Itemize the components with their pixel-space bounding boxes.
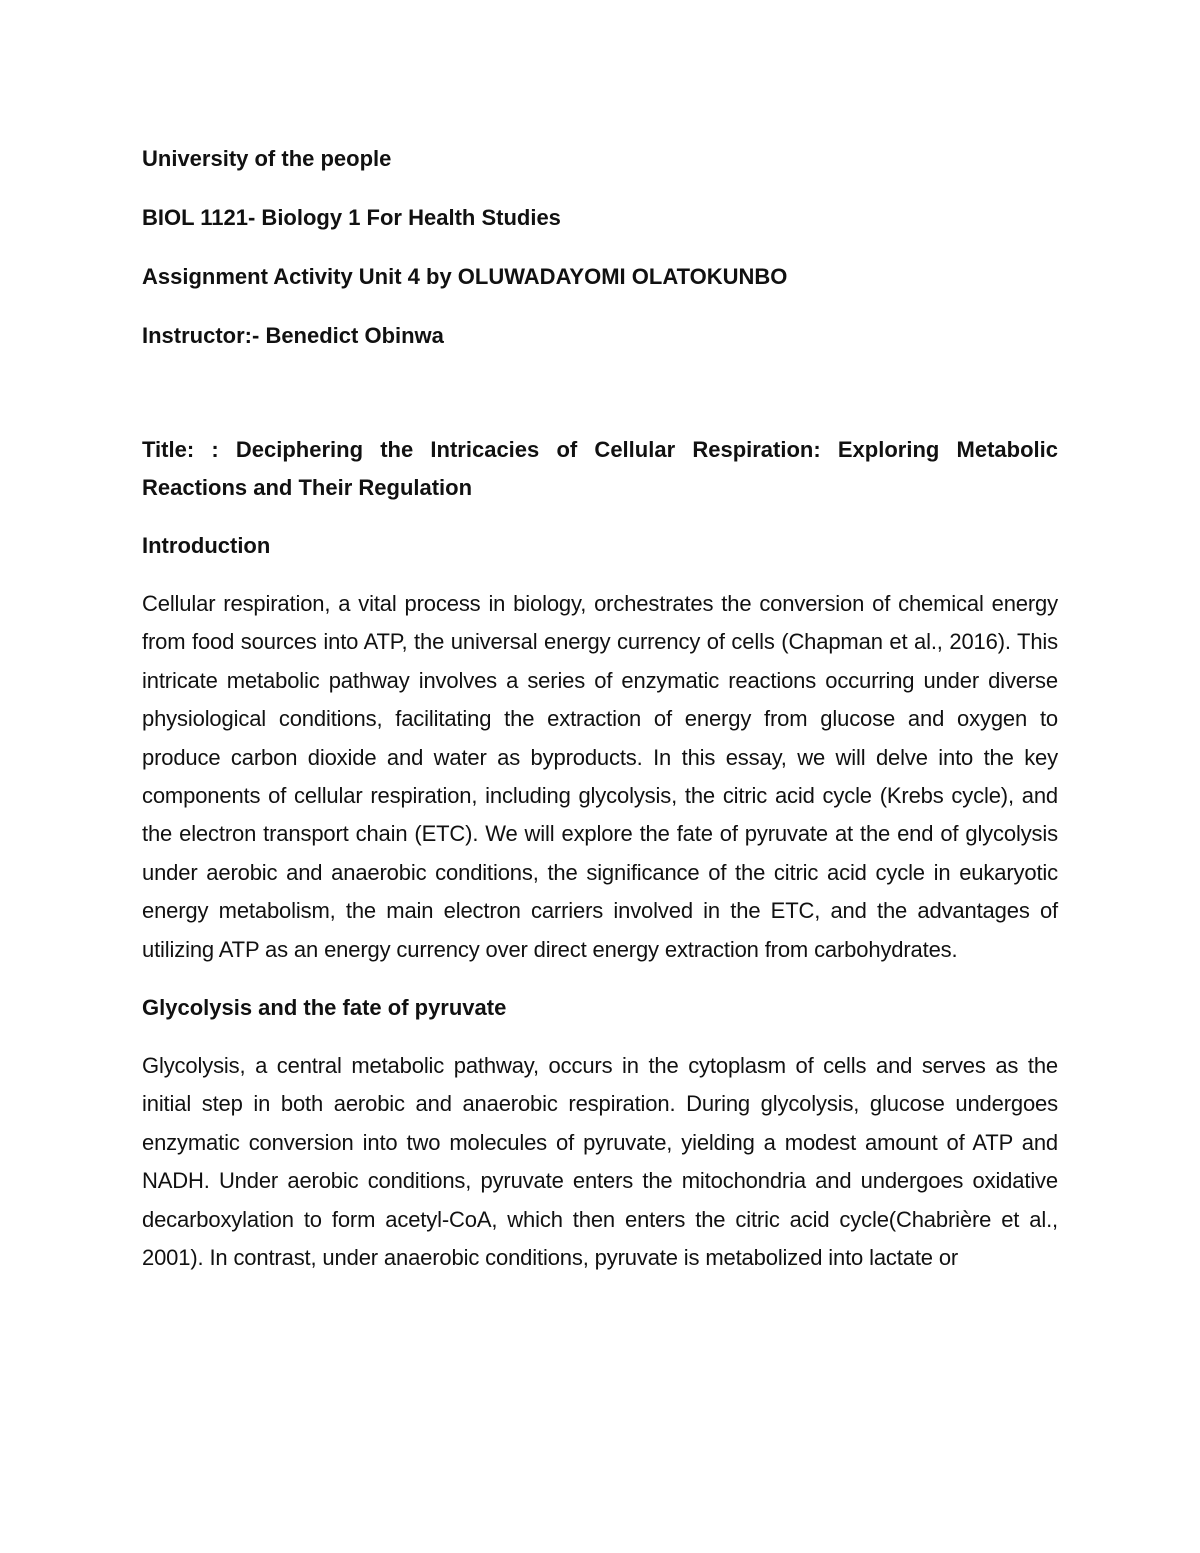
assignment-line: Assignment Activity Unit 4 by OLUWADAYOMI OLATOKUNBO <box>142 264 788 289</box>
introduction-paragraph: Cellular respiration, a vital process in biology, orchestrates the conversion of chemical energy from food sources into ATP, the universal energy currency of cells (Chapman et al., 2016). This intricate metabolic pathway involves a series of enzymatic reactions occurring under diverse physiological conditions, facilitating the extraction of energy from glucose and oxygen to produce carbon dioxide and water as byproducts. In this essay, we will delve into the key components of cellular respiration, including glycolysis, the citric acid cycle (Krebs cycle), and the electron transport chain (ETC). We will explore the fate of pyruvate at the end of glycolysis under aerobic and anaerobic conditions, the significance of the citric acid cycle in eukaryotic energy metabolism, the main electron carriers involved in the ETC, and the advantages of utilizing ATP as an energy currency over direct energy extraction from carbohydrates. <box>142 591 1058 962</box>
essay-title: Title: : Deciphering the Intricacies of Cellular Respiration: Exploring Metabolic Reactions and Their Regulation <box>142 437 1058 500</box>
document-page <box>142 140 1058 1298</box>
course-title: BIOL 1121- Biology 1 For Health Studies <box>142 205 561 230</box>
glycolysis-paragraph: Glycolysis, a central metabolic pathway, occurs in the cytoplasm of cells and serves as the initial step in both aerobic and anaerobic respiration. During glycolysis, glucose undergoes enzymatic conversion into two molecules of pyruvate, yielding a modest amount of ATP and NADH. Under aerobic conditions, pyruvate enters the mitochondria and undergoes oxidative decarboxylation to form acetyl-CoA, which then enters the citric acid cycle(Chabrière et al., 2001). In contrast, under anaerobic conditions, pyruvate is metabolized into lactate or <box>142 1053 1058 1271</box>
section-heading-introduction: Introduction <box>142 533 271 558</box>
institution-name: University of the people <box>142 146 392 171</box>
section-heading-glycolysis: Glycolysis and the fate of pyruvate <box>142 995 507 1021</box>
instructor-line: Instructor:- Benedict Obinwa <box>142 323 444 348</box>
